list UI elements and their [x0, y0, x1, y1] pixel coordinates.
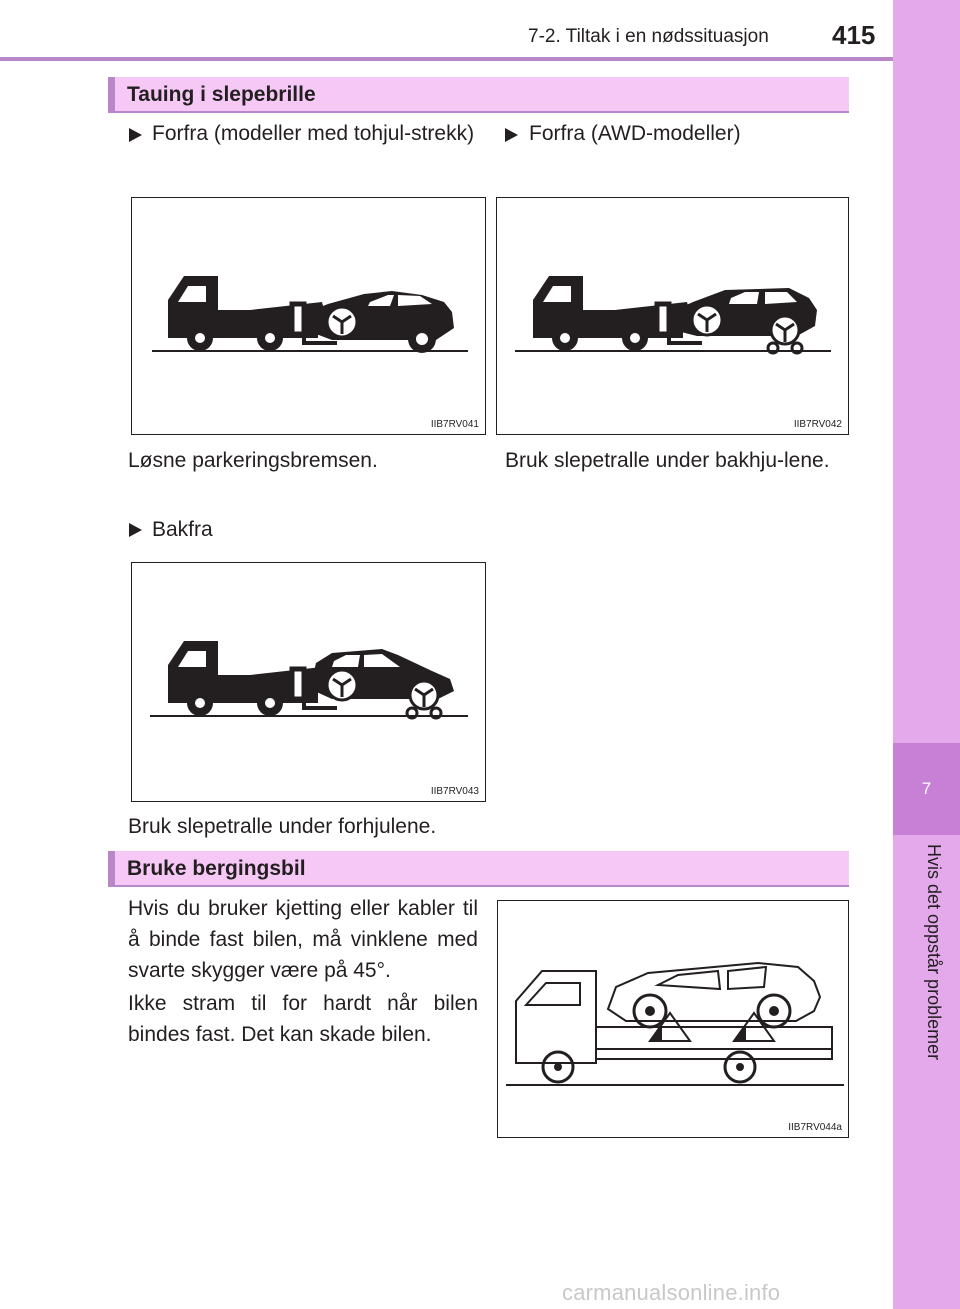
figure-tow-rear: [131, 562, 486, 802]
figure-code: IIB7RV043: [430, 786, 479, 797]
figure-code: IIB7RV042: [793, 419, 842, 430]
figure-code: IIB7RV041: [430, 419, 479, 430]
caption-dolly-front: Bruk slepetralle under forhjulene.: [128, 815, 437, 838]
watermark: carmanualsonline.info: [562, 1280, 781, 1305]
item-heading-front-awd: Forfra (AWD-modeller): [529, 122, 741, 145]
chapter-side-tab: [893, 0, 960, 1309]
header-rule: [0, 57, 893, 61]
chapter-number: 7: [921, 779, 932, 798]
tow-truck-dolly-illustration: [497, 198, 850, 436]
figure-flatbed-truck: [497, 900, 849, 1138]
section-heading-towing: [108, 77, 849, 113]
section-breadcrumb: 7-2. Tiltak i en nødssituasjon: [528, 26, 769, 47]
item-heading-front-2wd: Forfra (modeller med tohjul-strekk): [152, 122, 475, 145]
page-number: 415: [832, 20, 876, 50]
bullet-triangle-icon: [505, 128, 518, 142]
chapter-title: Hvis det oppstår problemer: [924, 844, 944, 1061]
section-heading-text: Tauing i slepebrille: [127, 83, 316, 106]
bullet-triangle-icon: [129, 128, 142, 142]
caption-dolly-rear: Bruk slepetralle under bakhju-lene.: [505, 449, 830, 472]
flatbed-truck-illustration: [498, 901, 850, 1139]
figure-tow-front-awd: [496, 197, 849, 435]
section-heading-flatbed: [108, 851, 849, 887]
section-heading-text: Bruke bergingsbil: [127, 857, 306, 880]
tow-truck-rear-illustration: [132, 563, 487, 803]
figure-code: IIB7RV044a: [788, 1122, 842, 1133]
figure-tow-front-2wd: [131, 197, 486, 435]
caption-release-brake: Løsne parkeringsbremsen.: [128, 449, 378, 472]
paragraph-chain-angle: Hvis du bruker kjetting eller kabler til å binde fast bilen, må vinklene med svarte skygger være på 45°.: [128, 897, 478, 982]
bullet-triangle-icon: [129, 523, 142, 537]
item-heading-rear: Bakfra: [152, 518, 213, 541]
tow-truck-illustration: [132, 198, 487, 436]
paragraph-tighten-warning: Ikke stram til for hardt når bilen bindes fast. Det kan skade bilen.: [128, 992, 478, 1046]
